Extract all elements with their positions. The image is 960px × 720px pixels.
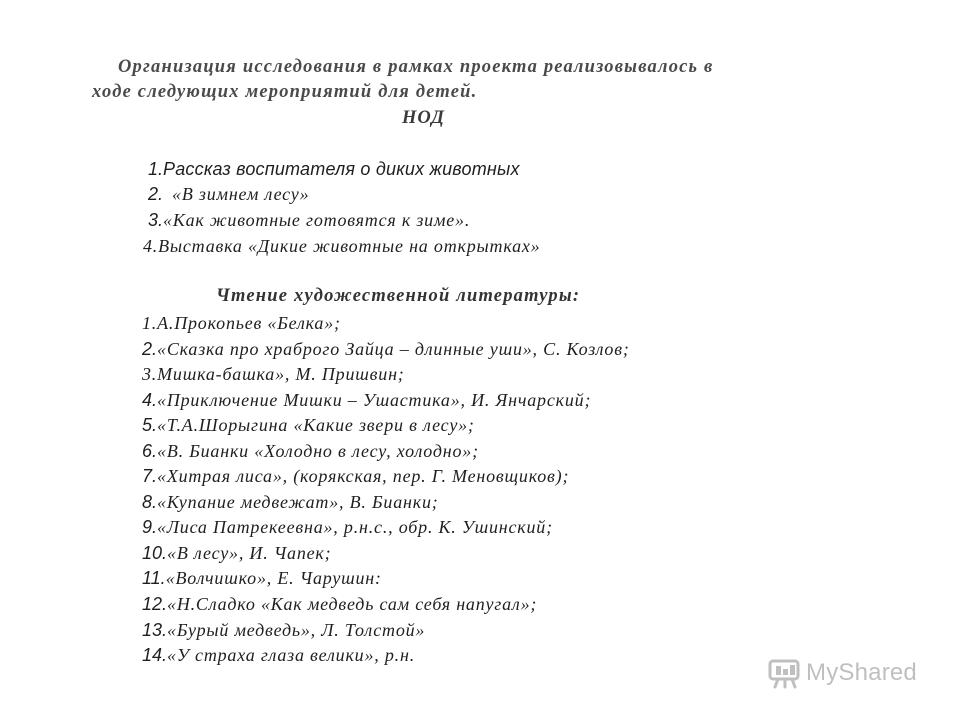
list-item: 6.«В. Бианки «Холодно в лесу, холодно»; bbox=[142, 441, 479, 461]
list-item: 9.«Лиса Патрекеевна», р.н.с., обр. К. Ушинский; bbox=[142, 517, 553, 537]
presentation-board-icon bbox=[768, 656, 802, 690]
list-item: 2. «В зимнем лесу» bbox=[148, 184, 310, 204]
intro-paragraph bbox=[92, 55, 922, 105]
nod-heading: НОД bbox=[402, 108, 445, 128]
list-item: 1.Рассказ воспитателя о диких животных bbox=[148, 159, 520, 179]
list-item: 10.«В лесу», И. Чапек; bbox=[142, 543, 332, 563]
list-item: 8.«Купание медвежат», В. Бианки; bbox=[142, 492, 439, 512]
list-item: 14.«У страха глаза велики», р.н. bbox=[142, 645, 416, 665]
watermark-text: MyShared bbox=[806, 659, 917, 686]
list-item: 5.«Т.А.Шорыгина «Какие звери в лесу»; bbox=[142, 415, 475, 435]
list-item: 7.«Хитрая лиса», (корякская, пер. Г. Меновщиков); bbox=[142, 466, 570, 486]
list-item: 11.«Волчишко», Е. Чарушин: bbox=[142, 568, 382, 588]
list-item: 3.«Как животные готовятся к зиме». bbox=[148, 210, 471, 230]
intro-line-2: ходе следующих мероприятий для детей. bbox=[92, 82, 478, 102]
list-item: 3.Мишка-башка», М. Пришвин; bbox=[142, 364, 405, 384]
list-item: 12.«Н.Сладко «Как медведь сам себя напугал»; bbox=[142, 594, 538, 614]
intro-line-1: Организация исследования в рамках проекта реализовывалось в bbox=[118, 57, 714, 77]
list-item: 2.«Сказка про храброго Зайца – длинные уши», С. Козлов; bbox=[142, 339, 630, 359]
list-item: 1.А.Прокопьев «Белка»; bbox=[142, 313, 341, 333]
watermark bbox=[768, 656, 917, 690]
list-item: 13.«Бурый медведь», Л. Толстой» bbox=[142, 620, 426, 640]
list-item: 4.Выставка «Дикие животные на открытках» bbox=[143, 236, 541, 256]
reading-heading: Чтение художественной литературы: bbox=[216, 286, 581, 306]
list-item: 4.«Приключение Мишки – Ушастика», И. Янчарский; bbox=[142, 390, 592, 410]
